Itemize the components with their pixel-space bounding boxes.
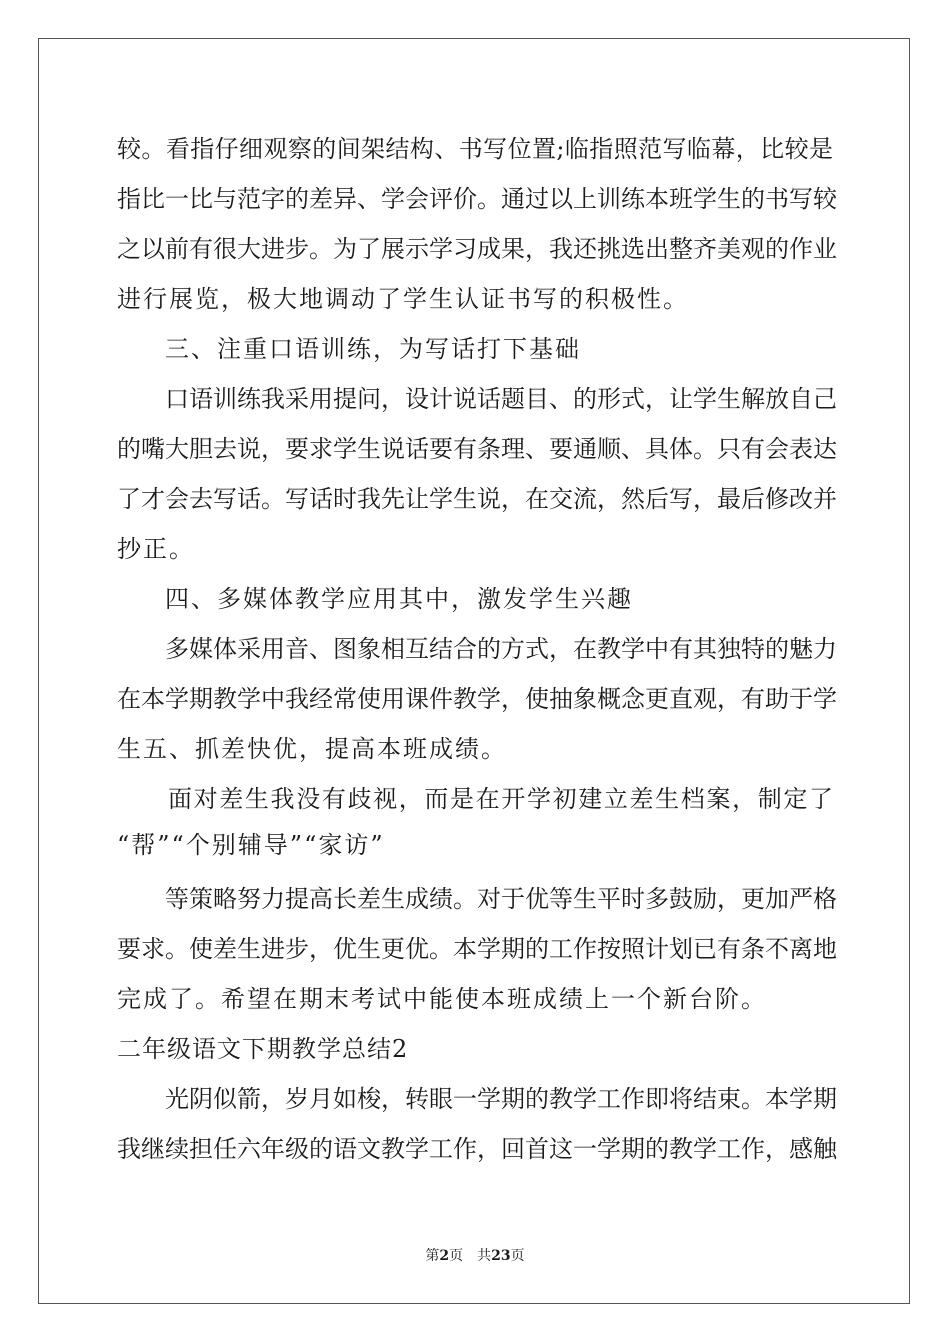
total-suffix: 页 [510, 1248, 525, 1264]
document-subtitle: 二年级语文下期教学总结2 [117, 1035, 409, 1063]
body-line: “帮”“个别辅导”“家访” [117, 831, 385, 859]
body-line: 等策略努力提高长差生成绩。对于优等生平时多鼓励，更加严格 [165, 885, 837, 913]
body-line: 在本学期教学中我经常使用课件教学，使抽象概念更直观，有助于学 [117, 685, 837, 713]
body-line: 多媒体采用音、图象相互结合的方式，在教学中有其独特的魅力 [165, 635, 837, 663]
body-line: 抄正。 [117, 535, 195, 563]
body-line: 生五、抓差快优，提高本班成绩。 [117, 735, 507, 763]
body-line: 要求。使差生进步，优生更优。本学期的工作按照计划已有条不离地 [117, 935, 837, 963]
body-line: 光阴似箭，岁月如梭，转眼一学期的教学工作即将结束。本学期 [165, 1085, 837, 1113]
body-line: 的嘴大胆去说，要求学生说话要有条理、要通顺、具体。只有会表达 [117, 435, 837, 463]
body-line: 完成了。希望在期末考试中能使本班成绩上一个新台阶。 [117, 985, 767, 1013]
body-line: 面对差生我没有歧视，而是在开学初建立差生档案，制定了 [168, 785, 833, 813]
page-frame [38, 38, 910, 1304]
page-total: 23 [491, 1248, 511, 1264]
total-prefix: 共 [477, 1248, 492, 1264]
body-line: 指比一比与范字的差异、学会评价。通过以上训练本班学生的书写较 [117, 185, 837, 213]
page-current: 2 [439, 1248, 450, 1264]
section-heading: 三、注重口语训练，为写话打下基础 [165, 335, 581, 363]
body-line: 口语训练我采用提问，设计说话题目、的形式，让学生解放自己 [165, 385, 837, 413]
page-suffix: 页 [449, 1248, 464, 1264]
body-line: 较。看指仔细观察的间架结构、书写位置;临指照范写临幕，比较是 [117, 135, 833, 163]
section-heading: 四、多媒体教学应用其中，激发学生兴趣 [165, 585, 633, 613]
body-line: 了才会去写话。写话时我先让学生说，在交流，然后写，最后修改并 [117, 485, 837, 513]
body-line: 进行展览，极大地调动了学生认证书写的积极性。 [117, 285, 689, 313]
body-line: 之以前有很大进步。为了展示学习成果，我还挑选出整齐美观的作业 [117, 235, 837, 263]
page-prefix: 第 [425, 1248, 440, 1264]
page-footer [0, 1247, 950, 1265]
body-line: 我继续担任六年级的语文教学工作，回首这一学期的教学工作，感触 [117, 1135, 837, 1163]
